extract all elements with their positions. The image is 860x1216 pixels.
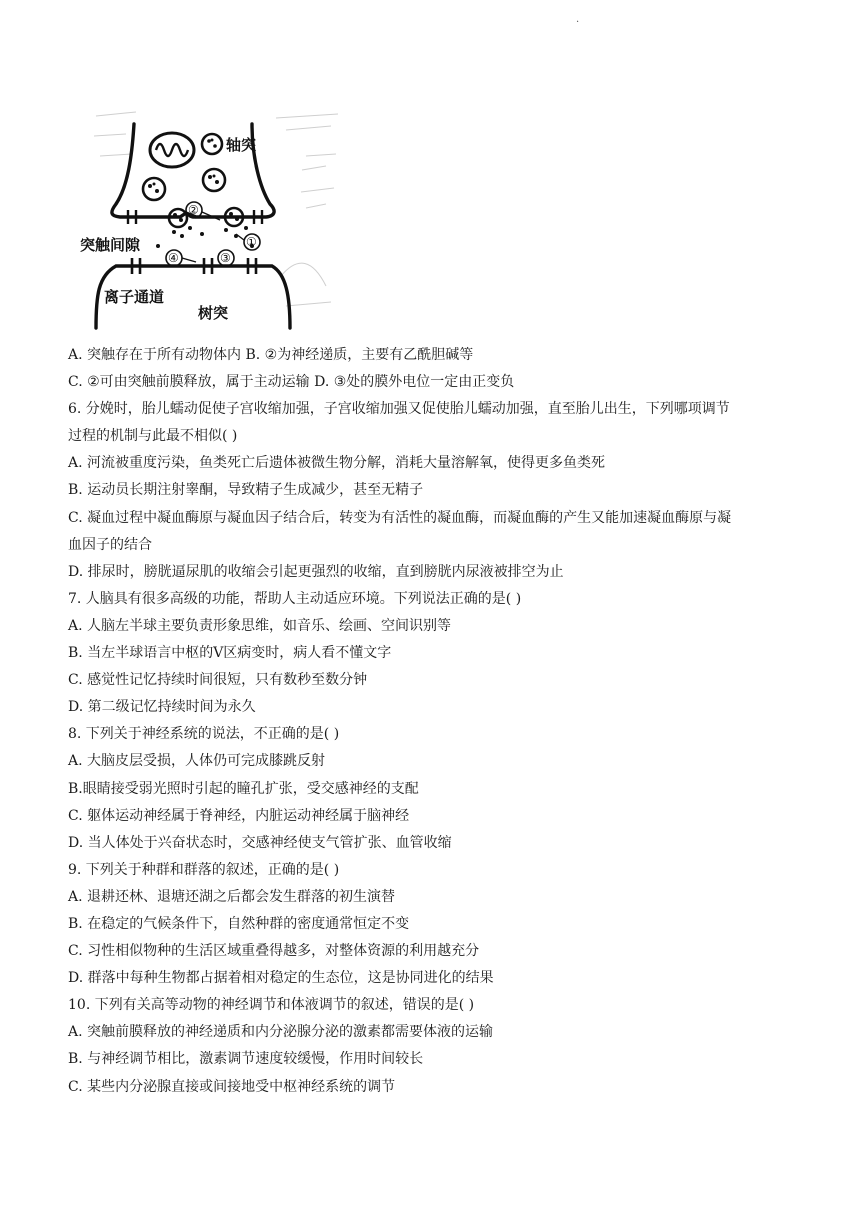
label-axon: 轴突: [226, 136, 257, 154]
label-ion-channel: 离子通道: [104, 288, 165, 306]
text-line: 6. 分娩时，胎儿蠕动促使子宫收缩加强，子宫收缩加强又促使胎儿蠕动加强，直至胎儿出生，下列哪项调节: [68, 401, 730, 418]
text-line: 血因子的结合: [68, 536, 152, 553]
text-line: A. 退耕还林、退塘还湖之后都会发生群落的初生演替: [68, 888, 396, 905]
text-line: B. 当左半球语言中枢的V区病变时，病人看不懂文字: [68, 645, 392, 662]
text-line: C. 凝血过程中凝血酶原与凝血因子结合后，转变为有活性的凝血酶，而凝血酶的产生又能加速凝血酶原与凝: [68, 509, 732, 526]
synapse-diagram: [76, 96, 348, 336]
text-line: A. 突触存在于所有动物体内 B. ②为神经递质，主要有乙酰胆碱等: [68, 347, 474, 363]
text-line: A. 大脑皮层受损，人体仍可完成膝跳反射: [68, 753, 326, 770]
text-line: 10. 下列有关高等动物的神经调节和体液调节的叙述，错误的是( ): [68, 997, 475, 1014]
text-line: A. 人脑左半球主要负责形象思维，如音乐、绘画、空间识别等: [68, 617, 452, 634]
marker-4: ④: [168, 251, 179, 265]
text-line: D. 当人体处于兴奋状态时，交感神经使支气管扩张、血管收缩: [68, 834, 452, 851]
text-line: B. 运动员长期注射睾酮，导致精子生成减少，甚至无精子: [68, 482, 424, 499]
text-line: 8. 下列关于神经系统的说法，不正确的是( ): [68, 726, 340, 743]
marker-2: ②: [188, 203, 199, 217]
text-line: A. 突触前膜释放的神经递质和内分泌腺分泌的激素都需要体液的运输: [68, 1024, 494, 1041]
text-line: C. 习性相似物种的生活区域重叠得越多，对整体资源的利用越充分: [68, 943, 480, 960]
text-line: C. ②可由突触前膜释放，属于主动运输 D. ③处的膜外电位一定由正变负: [68, 374, 515, 391]
marker-1: ①: [246, 235, 257, 249]
mitochondrion-icon: [150, 133, 194, 167]
text-line: C. 某些内分泌腺直接或间接地受中枢神经系统的调节: [68, 1078, 396, 1095]
text-line: 9. 下列关于种群和群落的叙述，正确的是( ): [68, 861, 340, 878]
text-line: 过程的机制与此最不相似( ): [68, 428, 238, 445]
text-line: D. 排尿时，膀胱逼尿肌的收缩会引起更强烈的收缩，直到膀胱内尿液被排空为止: [68, 563, 564, 580]
text-line: 7. 人脑具有很多高级的功能，帮助人主动适应环境。下列说法正确的是( ): [68, 590, 522, 607]
text-line: C. 感觉性记忆持续时间很短，只有数秒至数分钟: [68, 672, 368, 689]
text-line: B. 在稳定的气候条件下，自然种群的密度通常恒定不变: [68, 915, 410, 932]
text-line: D. 群落中每种生物都占据着相对稳定的生态位，这是协同进化的结果: [68, 970, 494, 987]
label-dendrite: 树突: [198, 304, 229, 322]
label-synaptic-cleft: 突触间隙: [80, 236, 141, 254]
question-text: [68, 342, 794, 1101]
text-line: A. 河流被重度污染，鱼类死亡后遗体被微生物分解，消耗大量溶解氧，使得更多鱼类死: [68, 455, 606, 472]
page-mark: .: [576, 14, 580, 25]
text-line: B.眼睛接受弱光照时引起的瞳孔扩张，受交感神经的支配: [68, 780, 419, 797]
synapse-diagram-svg: [76, 96, 348, 336]
text-line: D. 第二级记忆持续时间为永久: [68, 699, 256, 716]
marker-3: ③: [220, 251, 231, 265]
text-line: B. 与神经调节相比，激素调节速度较缓慢，作用时间较长: [68, 1051, 424, 1068]
text-line: C. 躯体运动神经属于脊神经，内脏运动神经属于脑神经: [68, 807, 410, 824]
